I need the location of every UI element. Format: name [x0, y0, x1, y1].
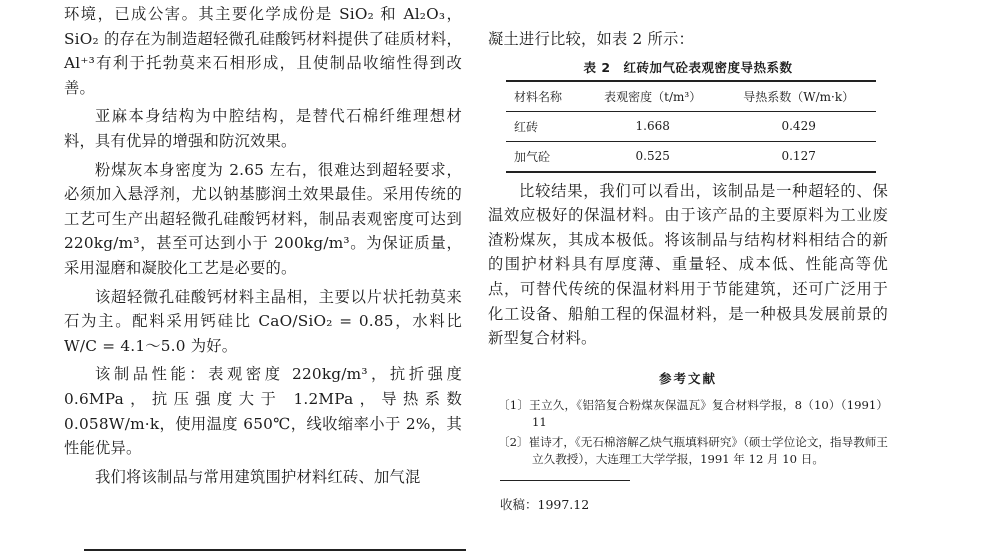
right-paragraph-2: 比较结果，我们可以看出，该制品是一种超轻的、保温效应极好的保温材料。由于该产品的主要原料为工业废渣粉煤灰，其成本极低。将该制品与结构材料相结合的新的围护材料具有厚度薄、重量轻、成本低、性能高等优点，可替代传统的保温材料用于节能建筑，还可广泛用于化工设备、船舶工程的保温材料，是一种极具发展前景的新型复合材料。 — [488, 181, 888, 348]
left-column — [64, 0, 462, 489]
table-row — [506, 111, 876, 141]
left-paragraph-2: 亚麻本身结构为中腔结构，是替代石棉纤维理想材料，具有优异的增强和防沉效果。 — [64, 107, 462, 150]
table-header-cell: 表观密度（t/m³） — [604, 89, 702, 104]
table-cell: 0.525 — [635, 149, 670, 164]
reference-item: 〔1〕王立久，《铝箔复合粉煤灰保温瓦》复合材料学报，8（10）（1991）11 — [498, 397, 888, 429]
table-row — [506, 141, 876, 172]
bottom-divider — [84, 549, 466, 551]
table-header-row — [506, 81, 876, 112]
divider — [500, 480, 630, 481]
references-title: 参考文献 — [658, 370, 717, 386]
right-column — [488, 0, 888, 513]
left-paragraph-5: 该制品性能：表观密度 220kg/m³，抗折强度 0.6MPa，抗压强度大于 1.2MPa，导热系数 0.058W/m·k，使用温度 650℃，线收缩率小于 2%，其性能优异。 — [64, 365, 462, 458]
left-paragraph-6: 我们将该制品与常用建筑围护材料红砖、加气混 — [95, 467, 421, 486]
left-paragraph-4: 该超轻微孔硅酸钙材料主晶相，主要以片状托勃莫来石为主。配料采用钙硅比 CaO/SiO₂ = 0.85，水料比 W/C = 4.1～5.0 为好。 — [64, 287, 462, 355]
left-paragraph-3: 粉煤灰本身密度为 2.65 左右，很难达到超轻要求，必须加入悬浮剂，尤以钠基膨润土效果最佳。采用传统的工艺可生产出超轻微孔硅酸钙材料，制品表观密度可达到 220kg/m³，甚至可达到小于 200kg/m³。为保证质量，采用湿磨和凝胶化工艺是必要的。 — [64, 160, 462, 277]
left-paragraph-1: 环境，已成公害。其主要化学成份是 SiO₂ 和 Al₂O₃，SiO₂ 的存在为制造超轻微孔硅酸钙材料提供了硅质材料，Al⁺³有利于托勃莫来石相形成，且使制品收缩性得到改善。 — [64, 5, 462, 97]
comparison-table — [506, 80, 876, 173]
table-caption: 表 2 红砖加气砼表观密度导热系数 — [583, 59, 793, 75]
table-cell: 红砖 — [514, 119, 539, 134]
table-cell: 0.429 — [781, 119, 816, 134]
table-cell: 1.668 — [635, 119, 670, 134]
table-cell: 加气砼 — [514, 149, 551, 164]
received-date: 收稿：1997.12 — [500, 496, 590, 512]
table-header-cell: 导热系数（W/m·k） — [743, 89, 855, 104]
table-header-cell: 材料名称 — [514, 89, 563, 104]
table-cell: 0.127 — [781, 149, 816, 164]
reference-item: 〔2〕崔诗才，《无石棉溶解乙炔气瓶填料研究》（硕士学位论文，指导教师王立久教授），大连理工大学学报，1991 年 12 月 10 日。 — [498, 434, 888, 466]
right-paragraph-1: 凝土进行比较，如表 2 所示： — [488, 30, 695, 48]
